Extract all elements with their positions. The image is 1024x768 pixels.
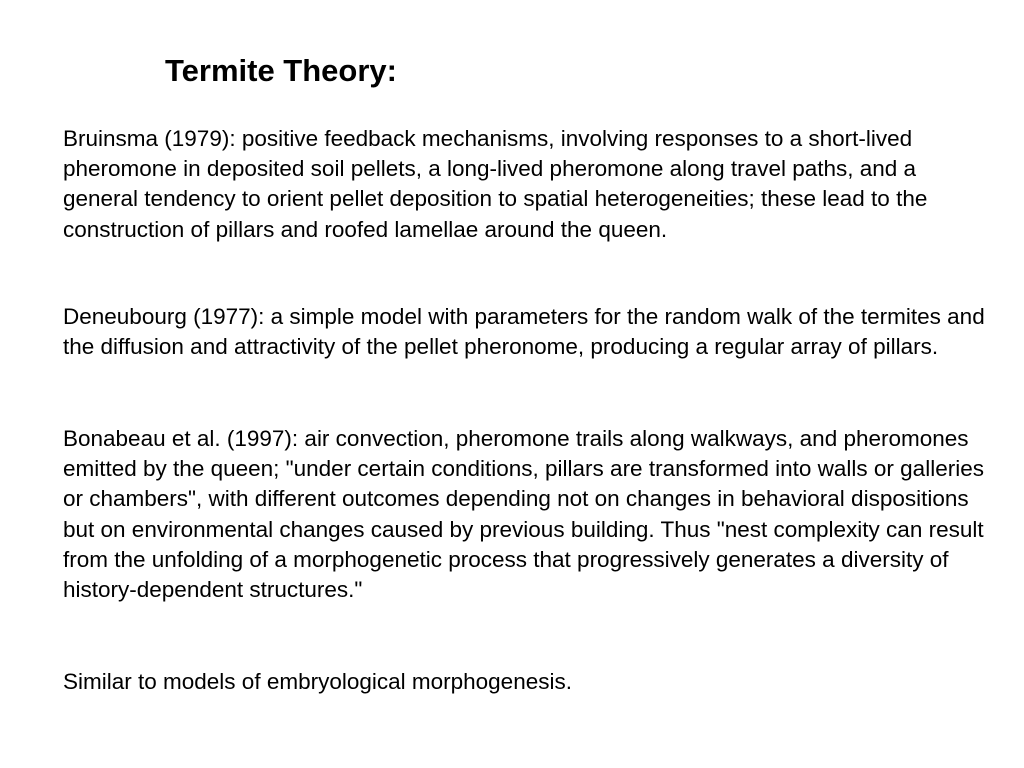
paragraph-bonabeau: Bonabeau et al. (1997): air convection, pheromone trails along walkways, and pheromones emitted by the queen; "under certain conditions, pillars are transformed into walls or galleries or chambers", with different outcomes depending not on changes in behavioral dispositions but on environmental changes caused by previous building. Thus "nest complexity can result from the unfolding of a morphogenetic process that progressively generates a diversity of history-dependent structures." (63, 426, 984, 603)
paragraph-bruinsma: Bruinsma (1979): positive feedback mechanisms, involving responses to a short-lived pheromone in deposited soil pellets, a long-lived pheromone along travel paths, and a general tendency to orient pellet deposition to spatial heterogeneities; these lead to the construction of pillars and roofed lamellae around the queen. (63, 126, 928, 242)
paragraph-conclusion: Similar to models of embryological morphogenesis. (63, 669, 572, 694)
slide-title: Termite Theory: (165, 53, 397, 88)
paragraph-deneubourg: Deneubourg (1977): a simple model with parameters for the random walk of the termites and the diffusion and attractivity of the pellet pheronome, producing a regular array of pillars. (63, 304, 985, 360)
